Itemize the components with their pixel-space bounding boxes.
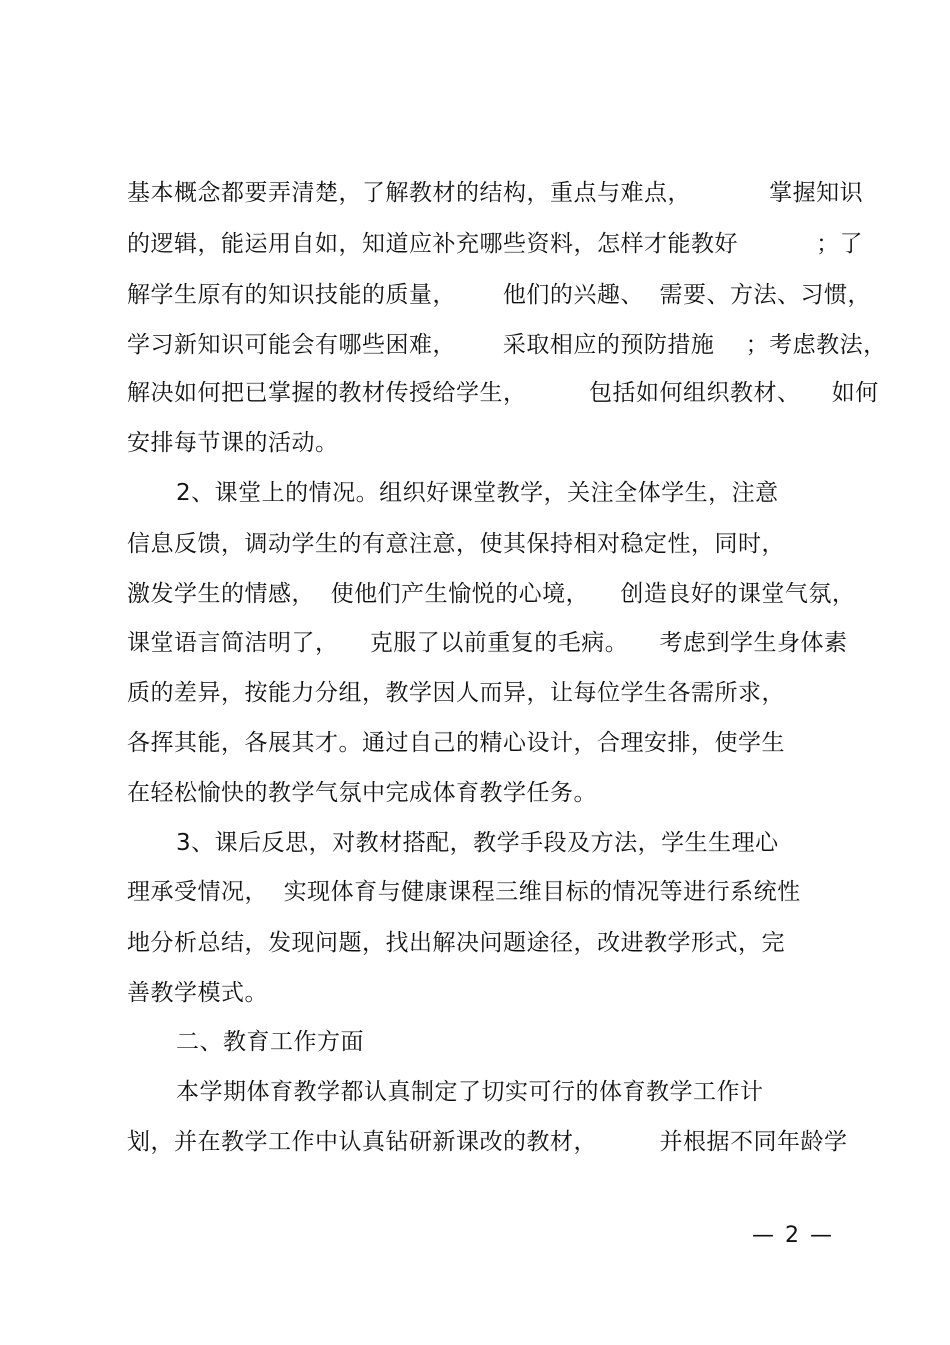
text-line: 在轻松愉快的教学气氛中完成体育教学任务。: [127, 780, 597, 806]
paragraph-first-line: 本学期体育教学都认真制定了切实可行的体育教学工作计: [176, 1079, 764, 1105]
text-line: 质的差异，按能力分组，教学因人而异，让每位学生各需所求，: [127, 680, 785, 706]
text-line: 各挥其能，各展其才。通过自己的精心设计，合理安排，使学生: [127, 730, 785, 756]
text-line: 理承受情况， 实现体育与健康课程三维目标的情况等进行系统性: [127, 879, 801, 905]
paragraph-first-line: 2、课堂上的情况。组织好课堂教学，关注全体学生，注意: [176, 480, 779, 506]
text-line: 善教学模式。: [127, 980, 268, 1006]
text-line: 信息反馈，调动学生的有意注意，使其保持相对稳定性，同时，: [127, 531, 785, 557]
text-line: 划，并在教学工作中认真钻研新课改的教材， 并根据不同年龄学: [127, 1129, 848, 1155]
text-line: 安排每节课的活动。: [127, 430, 339, 456]
text-line: 课堂语言简洁明了， 克服了以前重复的毛病。 考虑到学生身体素: [127, 630, 848, 656]
section-heading: 二、教育工作方面: [176, 1029, 364, 1055]
text-line: 基本概念都要弄清楚，了解教材的结构，重点与难点， 掌握知识: [127, 180, 864, 206]
text-line: 地分析总结，发现问题，找出解决问题途径，改进教学形式，完: [127, 930, 785, 956]
text-line: 学习新知识可能会有哪些困难， 采取相应的预防措施 ；考虑教法，: [127, 332, 887, 358]
text-line: 解学生原有的知识技能的质量， 他们的兴趣、 需要、方法、习惯，: [127, 282, 871, 308]
text-line: 激发学生的情感， 使他们产生愉悦的心境， 创造良好的课堂气氛，: [127, 581, 856, 607]
text-line: 的逻辑，能运用自如，知道应补充哪些资料，怎样才能教好 ；了: [127, 231, 864, 257]
text-line: 解决如何把已掌握的教材传授给学生， 包括如何组织教材、 如何: [127, 380, 879, 406]
page-number: — 2 —: [752, 1223, 834, 1248]
paragraph-first-line: 3、课后反思，对教材搭配，教学手段及方法，学生生理心: [176, 830, 779, 856]
